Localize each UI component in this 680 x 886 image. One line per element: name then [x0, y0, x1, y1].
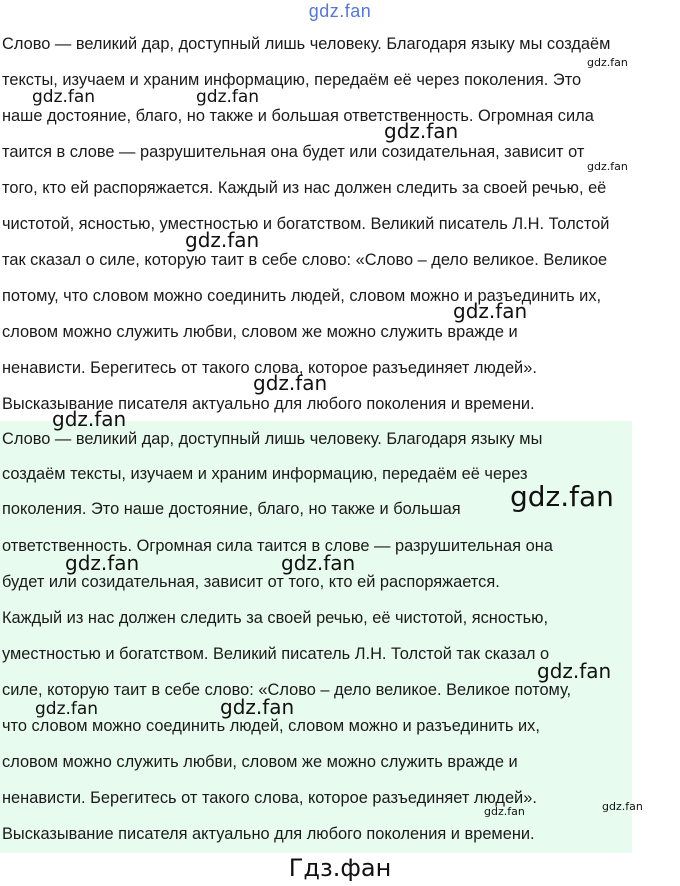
text-line: словом можно служить любви, словом же можно служить вражде и: [2, 753, 518, 771]
watermark: gdz.fan: [52, 407, 127, 431]
watermark: gdz.fan: [185, 228, 260, 252]
text-line: того, кто ей распоряжается. Каждый из нас должен следить за своей речью, её: [2, 179, 607, 197]
watermark: gdz.fan: [196, 87, 260, 107]
watermark: gdz.fan: [510, 480, 614, 513]
text-line: Слово — великий дар, доступный лишь человеку. Благодаря языку мы создаём: [2, 35, 611, 53]
text-line: Высказывание писателя актуально для любого поколения и времени.: [2, 825, 535, 843]
text-line: потому, что словом можно соединить людей, словом можно и разъединить их,: [2, 287, 602, 305]
watermark: gdz.fan: [587, 160, 628, 173]
watermark: gdz.fan: [281, 551, 356, 575]
text-line: ненависти. Берегитесь от такого слова, которое разъединяет людей».: [2, 789, 537, 807]
watermark: gdz.fan: [253, 371, 328, 395]
watermark: gdz.fan: [65, 551, 140, 575]
text-line: так сказал о силе, которую таит в себе слово: «Слово – дело великое. Великое: [2, 251, 608, 269]
text-line: уместностью и богатством. Великий писатель Л.Н. Толстой так сказал о: [2, 645, 550, 663]
watermark: gdz.fan: [220, 695, 295, 719]
watermark: gdz.fan: [484, 805, 525, 818]
watermark: gdz.fan: [35, 699, 99, 719]
text-line: таится в слове — разрушительная она будет или созидательная, зависит от: [2, 143, 585, 161]
text-line: словом можно служить любви, словом же можно служить вражде и: [2, 323, 518, 341]
text-line: чистотой, ясностью, уместностью и богатством. Великий писатель Л.Н. Толстой: [2, 215, 610, 233]
text-line: что словом можно соединить людей, словом можно и разъединить их,: [2, 717, 540, 735]
text-line: Слово — великий дар, доступный лишь человеку. Благодаря языку мы: [2, 430, 543, 448]
text-line: Высказывание писателя актуально для любого поколения и времени.: [2, 395, 535, 413]
text-line: тексты, изучаем и храним информацию, передаём её через поколения. Это: [2, 71, 582, 89]
text-line: ответственность. Огромная сила таится в слове — разрушительная она: [2, 537, 553, 555]
text-line: силе, которую таит в себе слово: «Слово – дело великое. Великое потому,: [2, 681, 572, 699]
text-line: создаём тексты, изучаем и храним информацию, передаём её через: [2, 465, 528, 483]
text-line: Каждый из нас должен следить за своей речью, её чистотой, ясностью,: [2, 609, 549, 627]
watermark: gdz.fan: [453, 299, 528, 323]
text-line: ненависти. Берегитесь от такого слова, которое разъединяет людей».: [2, 359, 537, 377]
header-watermark: gdz.fan: [308, 1, 372, 21]
text-line: поколения. Это наше достояние, благо, но также и большая: [2, 500, 461, 518]
text-line: наше достояние, благо, но также и большая ответственность. Огромная сила: [2, 107, 594, 125]
footer-watermark: Гдз.фан: [288, 854, 392, 882]
watermark: gdz.fan: [32, 87, 96, 107]
watermark: gdz.fan: [602, 800, 643, 813]
text-line: будет или созидательная, зависит от того, кто ей распоряжается.: [2, 573, 500, 591]
watermark: gdz.fan: [587, 56, 628, 69]
watermark: gdz.fan: [537, 659, 612, 683]
watermark: gdz.fan: [384, 119, 459, 143]
